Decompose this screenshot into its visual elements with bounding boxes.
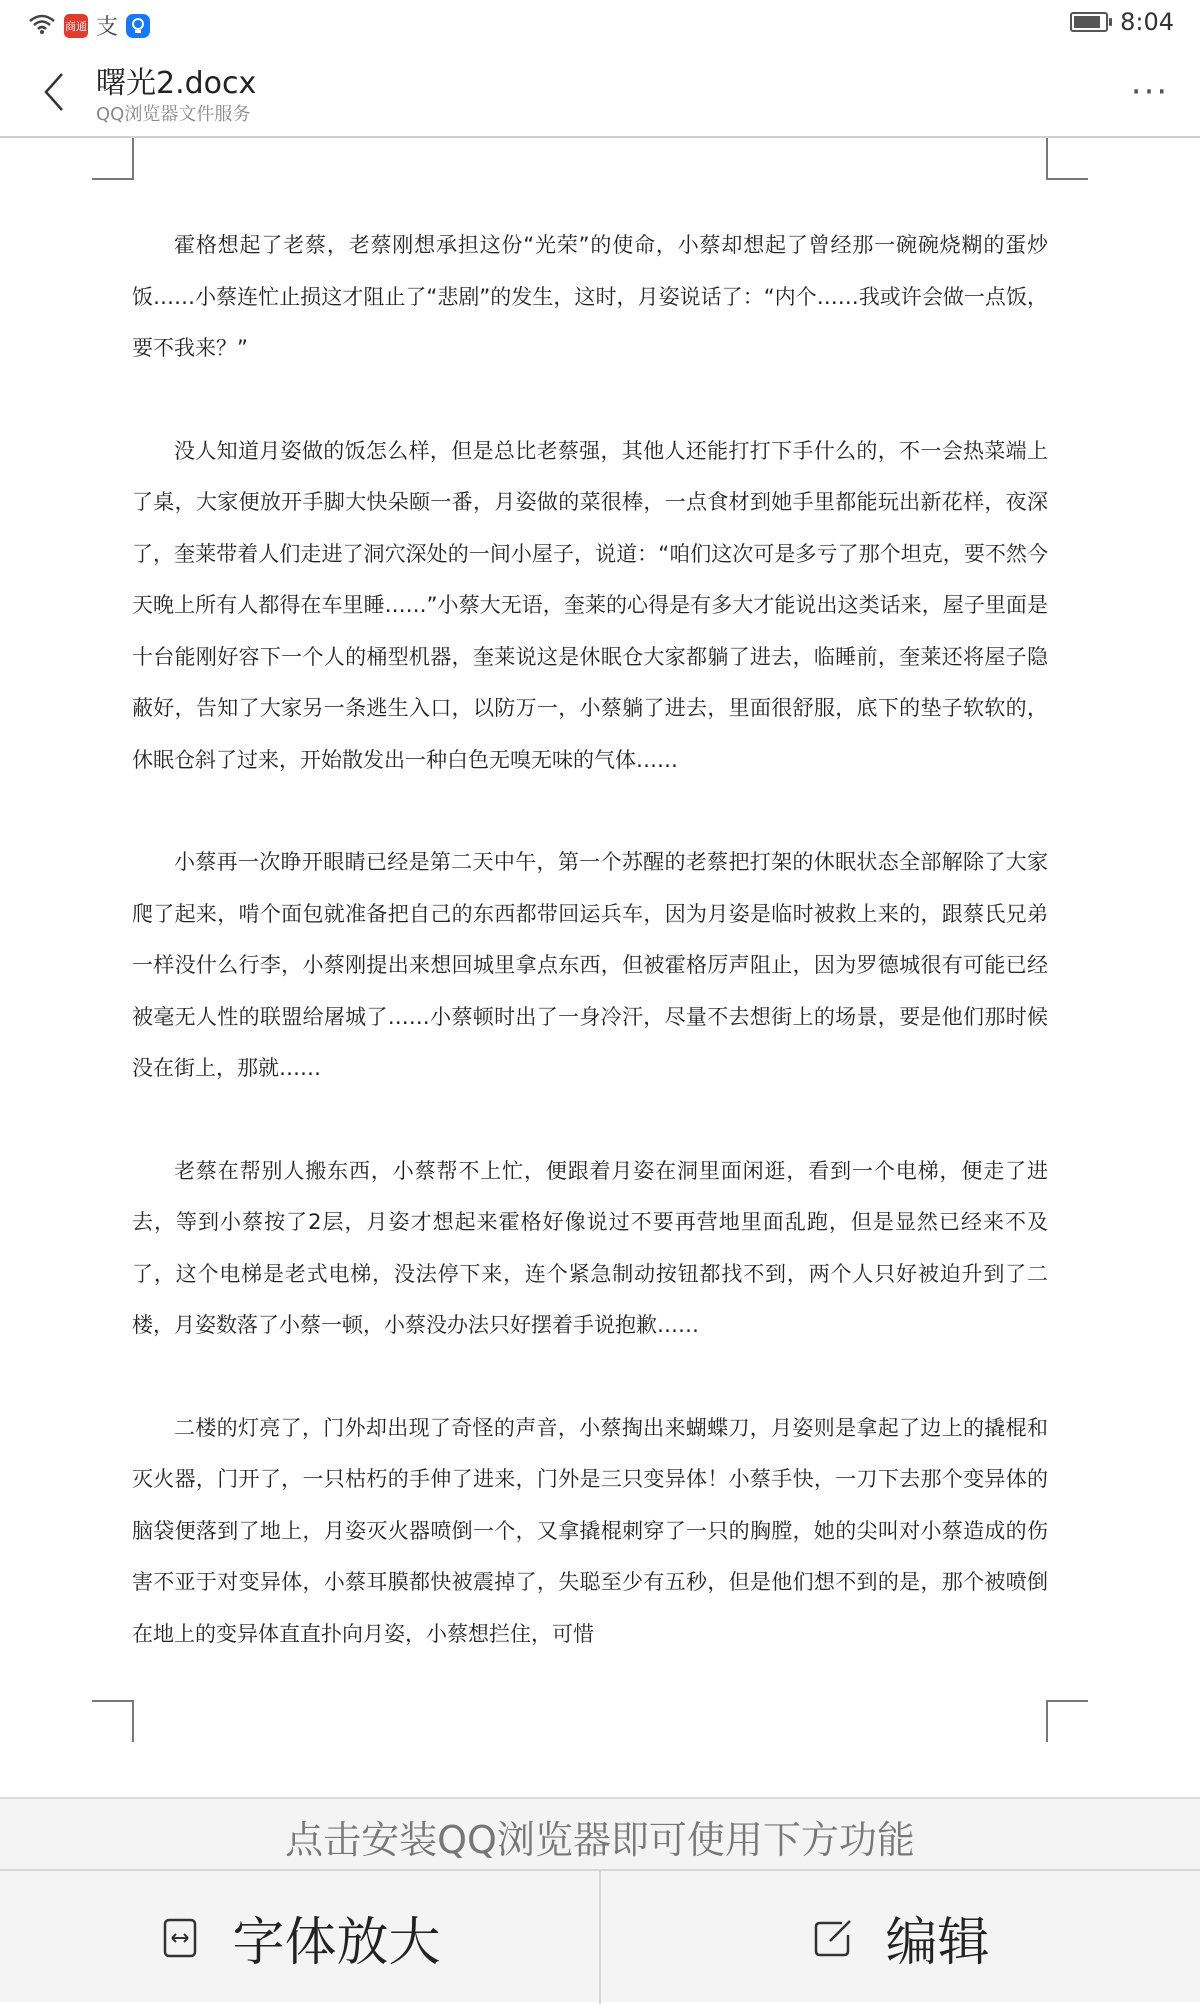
edit-icon bbox=[811, 1916, 855, 1960]
status-bar bbox=[0, 0, 1200, 48]
paragraph: 小蔡再一次睁开眼睛已经是第二天中午，第一个苏醒的老蔡把打架的休眠状态全部解除了大家爬了起来，啃个面包就准备把自己的东西都带回运兵车，因为月姿是临时被救上来的，跟蔡氏兄弟一样没什么行李，小蔡刚提出来想回城里拿点东西，但被霍格厉声阻止，因为罗德城很有可能已经被毫无人性的联盟给屠城了……小蔡顿时出了一身冷汗，尽量不去想街上的场景，要是他们那时候没在街上，那就…… bbox=[132, 850, 1048, 1080]
font-enlarge-label: 字体放大 bbox=[232, 1913, 441, 1973]
paragraph: 没人知道月姿做的饭怎么样，但是总比老蔡强，其他人还能打打下手什么的，不一会热菜端上了桌，大家便放开手脚大快朵颐一番，月姿做的菜很棒，一点食材到她手里都能玩出新花样，夜深了，奎莱带着人们走进了洞穴深处的一间小屋子，说道：“咱们这次可是多亏了那个坦克，要不然今天晚上所有人都得在车里睡……”小蔡大无语，奎莱的心得是有多大才能说出这类话来，屋子里面是十台能刚好容下一个人的桶型机器，奎莱说这是休眠仓大家都躺了进去，临睡前，奎莱还将屋子隐蔽好，告知了大家另一条逃生入口，以防万一，小蔡躺了进去，里面很舒服，底下的垫子软软的，休眠仓斜了过来，开始散发出一种白色无嗅无味的气体…… bbox=[132, 438, 1048, 772]
bulb-app-icon bbox=[126, 14, 150, 38]
document-title: 曙光2.docx bbox=[96, 66, 257, 101]
status-icons-right bbox=[1070, 8, 1174, 36]
crop-mark-top-right bbox=[1046, 138, 1088, 180]
paragraph: 霍格想起了老蔡，老蔡刚想承担这份“光荣”的使命，小蔡却想起了曾经那一碗碗烧糊的蛋炒饭……小蔡连忙止损这才阻止了“悲剧”的发生，这时，月姿说话了：“内个……我或许会做一点饭，要不我来？” bbox=[132, 233, 1048, 360]
paragraph: 老蔡在帮别人搬东西，小蔡帮不上忙，便跟着月姿在洞里面闲逛，看到一个电梯，便走了进去，等到小蔡按了2层，月姿才想起来霍格好像说过不要再营地里面乱跑，但是显然已经来不及了，这个电梯是老式电梯，没法停下来，连个紧急制动按钮都找不到，两个人只好被迫升到了二楼，月姿数落了小蔡一顿，小蔡没办法只好摆着手说抱歉…… bbox=[132, 1158, 1048, 1337]
font-enlarge-button[interactable] bbox=[0, 1871, 599, 2004]
alipay-icon: 支 bbox=[96, 15, 119, 40]
more-options-button[interactable] bbox=[1122, 70, 1178, 114]
chevron-left-icon bbox=[42, 72, 66, 112]
wifi-icon bbox=[28, 13, 56, 39]
crop-mark-bottom-right bbox=[1046, 1700, 1088, 1742]
battery-icon bbox=[1070, 12, 1108, 32]
title-bar bbox=[0, 50, 1200, 138]
font-size-icon bbox=[158, 1916, 202, 1960]
clock: 8:04 bbox=[1120, 8, 1174, 36]
bottom-panel bbox=[0, 1797, 1200, 2002]
document-subtitle: QQ浏览器文件服务 bbox=[96, 104, 251, 125]
status-icons-left bbox=[28, 10, 150, 41]
crop-mark-top-left bbox=[92, 138, 134, 180]
paragraph: 二楼的灯亮了，门外却出现了奇怪的声音，小蔡掏出来蝴蝶刀，月姿则是拿起了边上的撬棍和灭火器，门开了，一只枯朽的手伸了进来，门外是三只变异体！小蔡手快，一刀下去那个变异体的脑袋便落到了地上，月姿灭火器喷倒一个，又拿撬棍刺穿了一只的胸膛，她的尖叫对小蔡造成的伤害不亚于对变异体，小蔡耳膜都快被震掉了，失聪至少有五秒，但是他们想不到的是，那个被喷倒在地上的变异体直直扑向月姿，小蔡想拦住，可惜 bbox=[132, 1415, 1048, 1646]
document-page[interactable] bbox=[0, 138, 1200, 1798]
edit-label: 编辑 bbox=[885, 1913, 990, 1973]
document-body bbox=[132, 220, 1048, 1660]
back-button[interactable] bbox=[26, 64, 82, 120]
action-bar bbox=[0, 1869, 1200, 2004]
app-red-icon: 商通 bbox=[64, 14, 88, 38]
battery-level bbox=[1074, 16, 1100, 28]
install-tip-banner[interactable]: 点击安装QQ浏览器即可使用下方功能 bbox=[285, 1818, 915, 1862]
crop-mark-bottom-left bbox=[92, 1700, 134, 1742]
edit-button[interactable] bbox=[599, 1871, 1200, 2004]
more-icon: ··· bbox=[1130, 72, 1170, 112]
